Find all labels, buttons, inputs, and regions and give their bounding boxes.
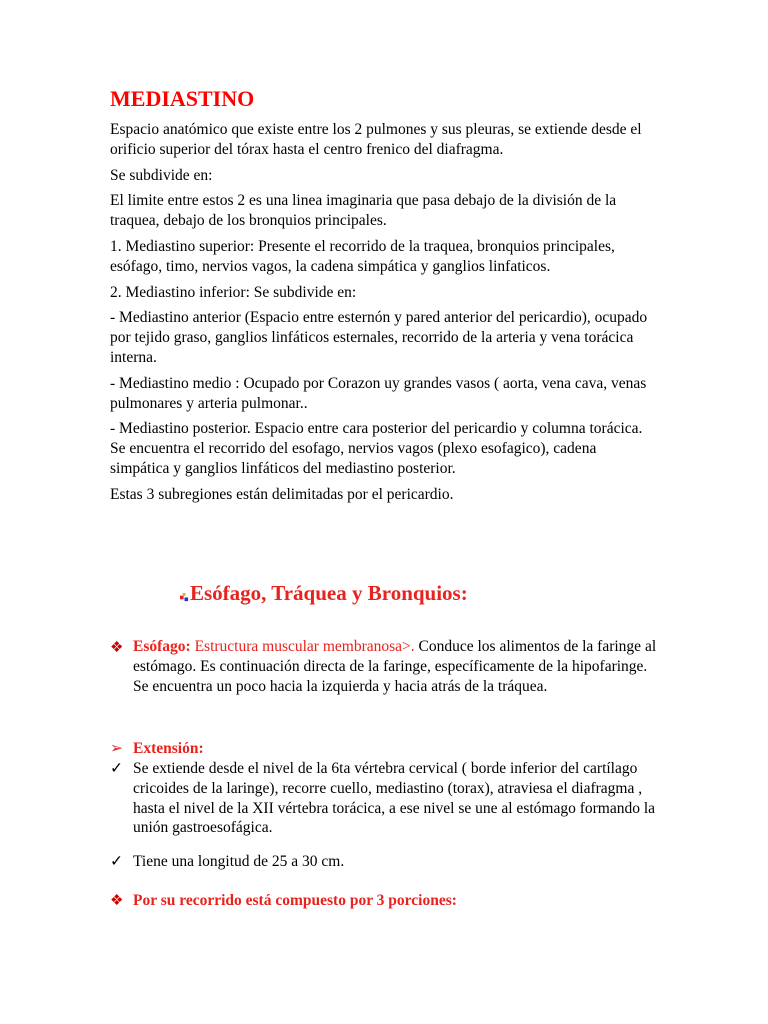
paragraph-limite: El limite entre estos 2 es una linea imaginaria que pasa debajo de la división de la traquea, debajo de los bronquios principales.: [110, 192, 617, 230]
recorrido-label: Por su recorrido está compuesto por 3 porciones:: [133, 892, 457, 909]
diamond-icon: ❖: [110, 893, 124, 909]
esofago-red-text: Estructura muscular membranosa>.: [190, 638, 415, 655]
esofago-label: Esófago:: [133, 638, 191, 655]
paragraph-posterior: - Mediastino posterior. Espacio entre cara posterior del pericardio y columna torácica. Se encuentra el recorrido del esofago, nervios vagos (plexo esofagico), cadena simpática y ganglios linfáticos del mediastino posterior.: [110, 420, 643, 477]
paragraph-inferior: 2. Mediastino inferior: Se subdivide en:: [110, 283, 357, 301]
paragraph-medio: - Mediastino medio : Ocupado por Corazon uy grandes vasos ( aorta, vena cava, venas pulmonares y arteria pulmonar..: [110, 374, 647, 412]
paragraph-subdivide: Se subdivide en:: [110, 166, 213, 184]
check-icon: ✓: [110, 853, 123, 870]
esofago-paragraph: [133, 637, 663, 696]
extension-bullet: [110, 739, 123, 759]
check-item-2: Tiene una longitud de 25 a 30 cm.: [133, 853, 345, 870]
section-heading-text: Esófago, Tráquea y Bronquios:: [190, 581, 468, 605]
extension-heading: [133, 739, 663, 759]
extension-label: Extensión:: [133, 740, 204, 757]
paragraph-definition: Espacio anatómico que existe entre los 2 pulmones y sus pleuras, se extiende desde el orificio superior del tórax hasta el centro frenico del diafragma.: [110, 121, 642, 158]
recorrido-bullet: [110, 891, 123, 912]
bullet-icon: [180, 593, 189, 602]
esofago-text: Conduce los alimentos de la faringe al estómago. Es continuación directa de la faringe, específicamente de la hipofaringe. Se encuentra un poco hacia la izquierda y hacia atrás de la tráquea.: [133, 638, 657, 695]
paragraph-anterior: - Mediastino anterior (Espacio entre esternón y pared anterior del pericardio), ocupado por tejido graso, ganglios linfáticos esternales, recorrido de la arteria y vena torácica interna.: [110, 309, 648, 366]
check-bullet-1: [110, 759, 123, 779]
diamond-icon: ❖: [110, 640, 124, 656]
paragraph-subregiones: Estas 3 subregiones están delimitadas por el pericardio.: [110, 485, 454, 503]
check-icon: ✓: [110, 760, 123, 777]
check-item-1: Se extiende desde el nivel de la 6ta vértebra cervical ( borde inferior del cartílago cricoides de la laringe), recorre cuello, mediastino (torax), atraviesa el diafragma , hasta el nivel de la XII vértebra torácica, a ese nivel se une al estómago formando la unión gastroesofágica.: [133, 760, 656, 837]
section-heading: [180, 581, 468, 606]
check-bullet-2: [110, 852, 123, 872]
document-body: [110, 86, 655, 511]
recorrido-heading: [133, 891, 663, 911]
arrow-icon: ➢: [110, 740, 123, 757]
esofago-bullet: [110, 638, 123, 659]
page-title: MEDIASTINO: [110, 86, 255, 111]
paragraph-superior: 1. Mediastino superior: Presente el recorrido de la traquea, bronquios principales, esófago, timo, nervios vagos, la cadena simpática y ganglios linfaticos.: [110, 237, 615, 275]
